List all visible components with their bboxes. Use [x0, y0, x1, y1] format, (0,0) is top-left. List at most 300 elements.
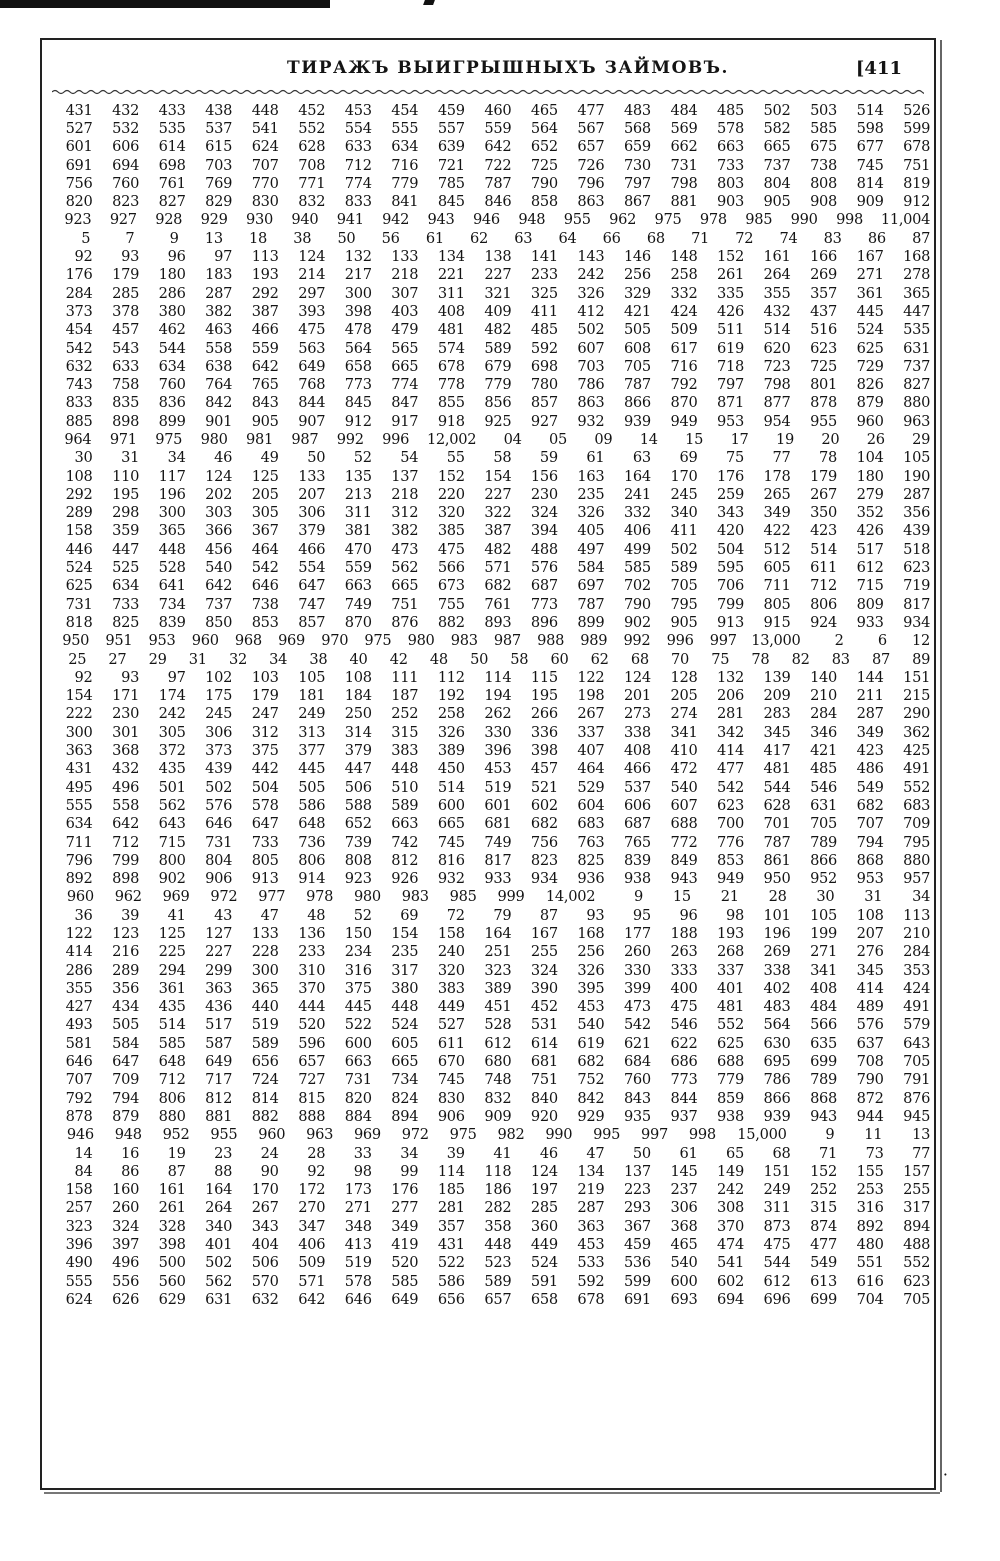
table-cell: 105	[298, 668, 326, 686]
table-cell: 325	[530, 284, 558, 302]
table-cell: 423	[856, 742, 884, 760]
table-cell: 716	[670, 357, 698, 375]
table-cell: 832	[298, 193, 326, 211]
table-cell: 310	[298, 961, 326, 979]
table-cell: 144	[856, 668, 884, 686]
table-cell: 134	[577, 1162, 605, 1180]
table-cell: 324	[112, 1217, 140, 1235]
table-cell: 125	[158, 925, 186, 942]
table-cell: 401	[717, 979, 744, 997]
table-cell: 681	[484, 815, 512, 833]
table-cell: 586	[298, 796, 326, 814]
table-cell: 465	[530, 101, 558, 119]
table-cell: 773	[344, 376, 372, 394]
table-cell: 359	[112, 522, 140, 540]
table-cell: 601	[484, 796, 512, 814]
table-row	[48, 558, 932, 576]
table-cell: 481	[763, 760, 791, 778]
table-cell: 612	[484, 1034, 512, 1052]
table-cell: 445	[344, 998, 372, 1016]
table-cell: 769	[205, 174, 233, 192]
table-cell: 294	[158, 961, 186, 979]
table-cell: 61	[586, 449, 605, 467]
table-cell: 786	[577, 376, 605, 394]
table-cell: 285	[530, 1199, 558, 1217]
table-cell: 6	[877, 632, 887, 650]
table-cell: 576	[205, 796, 233, 814]
table-cell: 424	[903, 979, 931, 997]
table-cell: 333	[670, 961, 698, 979]
table-cell: 65	[725, 1144, 744, 1162]
table-cell: 24	[260, 1144, 279, 1162]
table-cell: 643	[903, 1034, 931, 1052]
table-cell: 544	[763, 1254, 791, 1272]
table-cell: 201	[623, 687, 651, 705]
table-cell: 235	[577, 485, 605, 503]
table-cell: 537	[205, 119, 233, 137]
table-cell: 379	[298, 522, 326, 540]
table-cell: 363	[65, 742, 93, 760]
table-cell: 929	[577, 1107, 605, 1125]
table-cell: 549	[810, 1254, 838, 1272]
table-cell: 98	[725, 906, 744, 924]
table-cell: 475	[437, 540, 465, 558]
table-cell: 906	[437, 1107, 465, 1125]
table-cell: 97	[214, 248, 233, 266]
table-cell: 789	[810, 1071, 838, 1089]
table-row	[48, 211, 932, 229]
table-cell: 193	[251, 266, 279, 284]
table-cell: 425	[903, 742, 931, 760]
table-cell: 41	[167, 906, 186, 924]
table-cell: 699	[810, 1053, 838, 1071]
table-cell: 517	[856, 540, 884, 558]
table-cell: 519	[484, 778, 512, 796]
table-cell: 300	[251, 961, 279, 979]
table-cell: 544	[158, 339, 186, 357]
table-cell: 502	[763, 101, 791, 119]
table-cell: 853	[251, 613, 279, 631]
table-cell: 485	[810, 760, 838, 778]
table-cell: 114	[437, 1162, 465, 1180]
table-cell: 377	[298, 742, 326, 760]
table-cell: 711	[763, 577, 791, 595]
table-row	[48, 1199, 932, 1217]
table-cell: 414	[65, 943, 93, 961]
table-row	[48, 1254, 932, 1272]
table-cell: 765	[623, 833, 651, 851]
table-cell: 47	[260, 906, 279, 924]
table-row	[48, 595, 932, 613]
table-cell: 755	[437, 595, 465, 613]
table-cell: 554	[298, 559, 326, 577]
table-cell: 706	[717, 577, 744, 595]
table-cell: 449	[530, 1236, 558, 1254]
table-cell: 858	[530, 193, 558, 211]
table-cell: 365	[903, 284, 931, 302]
table-cell: 632	[251, 1290, 279, 1308]
table-cell: 50	[337, 229, 356, 247]
table-cell: 526	[903, 101, 931, 119]
table-cell: 787	[763, 833, 791, 851]
table-row	[48, 613, 932, 631]
table-cell: 955	[210, 1126, 238, 1144]
table-cell: 899	[158, 412, 186, 430]
table-cell: 198	[577, 687, 605, 705]
table-cell: 665	[763, 138, 791, 156]
table-cell: 978	[699, 211, 727, 229]
table-cell: 271	[810, 943, 838, 961]
table-cell: 665	[391, 577, 419, 595]
table-cell: 237	[670, 1181, 698, 1199]
table-cell: 113	[251, 248, 279, 266]
table-row	[48, 430, 932, 448]
table-cell: 11	[864, 1126, 883, 1144]
table-row	[48, 1089, 932, 1107]
table-cell: 146	[623, 248, 651, 266]
table-cell: 216	[112, 943, 140, 961]
table-cell: 128	[670, 668, 698, 686]
table-cell: 258	[670, 266, 698, 284]
table-cell: 479	[391, 321, 419, 339]
table-cell: 552	[903, 778, 931, 796]
table-cell: 589	[484, 1272, 512, 1290]
table-cell: 176	[391, 1181, 419, 1199]
table-cell: 484	[810, 998, 838, 1016]
table-cell: 800	[158, 851, 186, 869]
table-row	[48, 943, 932, 961]
table-cell: 617	[670, 339, 698, 357]
table-cell: 576	[530, 559, 558, 577]
table-cell: 868	[810, 1089, 838, 1107]
table-cell: 622	[670, 1034, 698, 1052]
table-cell: 452	[298, 101, 326, 119]
table-cell: 543	[112, 339, 140, 357]
table-cell: 620	[763, 339, 791, 357]
table-cell: 555	[65, 1272, 93, 1290]
table-cell: 252	[391, 705, 419, 723]
table-cell: 481	[717, 998, 744, 1016]
table-cell: 738	[251, 595, 279, 613]
table-cell: 86	[867, 229, 886, 247]
table-cell: 245	[670, 485, 698, 503]
table-cell: 411	[530, 302, 558, 320]
table-cell: 432	[763, 302, 791, 320]
table-cell: 267	[810, 485, 838, 503]
table-cell: 996	[666, 632, 694, 650]
table-cell: 9	[169, 229, 179, 247]
table-cell: 349	[763, 504, 791, 522]
table-cell: 297	[298, 284, 326, 302]
table-cell: 780	[530, 376, 558, 394]
table-cell: 124	[623, 668, 651, 686]
table-cell: 97	[167, 668, 186, 686]
table-cell: 381	[344, 522, 372, 540]
table-cell: 742	[391, 833, 419, 851]
table-cell: 32	[228, 650, 247, 668]
table-cell: 11,004	[880, 211, 931, 229]
table-cell: 301	[112, 723, 140, 741]
table-cell: 902	[158, 870, 186, 888]
table-cell: 459	[437, 101, 465, 119]
table-cell: 447	[903, 302, 931, 320]
table-cell: 861	[763, 851, 791, 869]
table-cell: 585	[391, 1272, 419, 1290]
table-cell: 631	[205, 1290, 233, 1308]
table-cell: 286	[65, 961, 93, 979]
table-cell: 300	[65, 723, 93, 741]
table-cell: 731	[344, 1071, 372, 1089]
table-cell: 417	[763, 742, 791, 760]
table-cell: 14,002	[545, 888, 596, 906]
table-cell: 665	[437, 815, 465, 833]
table-cell: 712	[112, 833, 140, 851]
table-cell: 264	[763, 266, 791, 284]
table-cell: 843	[251, 394, 279, 412]
table-cell: 880	[903, 851, 931, 869]
table-cell: 227	[205, 943, 233, 961]
table-cell: 316	[344, 961, 372, 979]
table-cell: 835	[112, 394, 140, 412]
table-cell: 823	[112, 193, 140, 211]
table-cell: 879	[856, 394, 884, 412]
table-cell: 962	[609, 211, 637, 229]
table-cell: 108	[65, 467, 93, 485]
table-cell: 733	[251, 833, 279, 851]
table-cell: 646	[205, 815, 233, 833]
table-cell: 541	[717, 1254, 744, 1272]
table-cell: 181	[298, 687, 326, 705]
table-cell: 403	[391, 302, 419, 320]
table-cell: 39	[446, 1144, 465, 1162]
table-cell: 314	[344, 723, 372, 741]
table-cell: 945	[903, 1107, 931, 1125]
table-cell: 21	[720, 888, 739, 906]
table-row	[48, 979, 932, 997]
table-cell: 368	[670, 1217, 698, 1235]
table-cell: 613	[810, 1272, 838, 1290]
table-row	[48, 321, 932, 339]
table-cell: 158	[65, 1181, 93, 1199]
table-cell: 299	[205, 961, 233, 979]
table-cell: 89	[912, 650, 931, 668]
table-cell: 61	[425, 229, 444, 247]
table-cell: 950	[62, 632, 90, 650]
table-cell: 717	[205, 1071, 233, 1089]
table-cell: 540	[670, 778, 698, 796]
table-cell: 264	[205, 1199, 233, 1217]
table-row	[48, 705, 932, 723]
table-cell: 326	[437, 723, 465, 741]
table-cell: 992	[336, 430, 364, 448]
table-cell: 555	[391, 119, 419, 137]
table-cell: 39	[121, 906, 140, 924]
table-cell: 983	[450, 632, 478, 650]
table-cell: 172	[298, 1181, 326, 1199]
table-cell: 647	[251, 815, 279, 833]
table-cell: 340	[205, 1217, 233, 1235]
table-cell: 606	[623, 796, 651, 814]
table-row	[48, 302, 932, 320]
table-cell: 92	[74, 248, 93, 266]
table-cell: 578	[717, 119, 744, 137]
table-cell: 704	[856, 1290, 884, 1308]
table-cell: 489	[856, 998, 884, 1016]
table-cell: 949	[717, 870, 744, 888]
table-cell: 370	[298, 979, 326, 997]
table-cell: 300	[158, 504, 186, 522]
table-cell: 164	[484, 925, 512, 942]
table-cell: 382	[205, 302, 233, 320]
table-cell: 503	[810, 101, 838, 119]
table-cell: 688	[670, 815, 698, 833]
table-cell: 804	[205, 851, 233, 869]
table-cell: 481	[437, 321, 465, 339]
table-cell: 233	[530, 266, 558, 284]
table-cell: 546	[810, 778, 838, 796]
table-cell: 132	[717, 668, 744, 686]
table-cell: 457	[112, 321, 140, 339]
table-row	[48, 815, 932, 833]
table-cell: 233	[298, 943, 326, 961]
table-cell: 261	[717, 266, 744, 284]
table-cell: 612	[763, 1272, 791, 1290]
table-cell: 731	[65, 595, 93, 613]
table-cell: 589	[670, 559, 698, 577]
table-cell: 320	[437, 504, 465, 522]
table-cell: 587	[205, 1034, 233, 1052]
table-cell: 152	[437, 467, 465, 485]
table-cell: 345	[856, 961, 884, 979]
table-cell: 135	[344, 467, 372, 485]
table-cell: 482	[484, 321, 512, 339]
table-cell: 960	[66, 888, 94, 906]
table-cell: 663	[344, 577, 372, 595]
table-cell: 174	[158, 687, 186, 705]
table-cell: 196	[158, 485, 186, 503]
table-cell: 12,002	[426, 430, 477, 448]
table-cell: 466	[298, 540, 326, 558]
table-cell: 806	[298, 851, 326, 869]
table-cell: 357	[810, 284, 838, 302]
table-cell: 607	[670, 796, 698, 814]
table-cell: 158	[437, 925, 465, 942]
table-cell: 544	[763, 778, 791, 796]
table-cell: 842	[577, 1089, 605, 1107]
table-cell: 407	[577, 742, 605, 760]
table-cell: 747	[298, 595, 326, 613]
table-cell: 496	[112, 778, 140, 796]
table-cell: 154	[391, 925, 419, 942]
table-cell: 96	[679, 906, 698, 924]
table-cell: 656	[437, 1290, 465, 1308]
table-row	[48, 1126, 932, 1144]
table-cell: 155	[856, 1162, 884, 1180]
table-cell: 686	[670, 1053, 698, 1071]
table-cell: 258	[437, 705, 465, 723]
table-cell: 252	[810, 1181, 838, 1199]
table-cell: 849	[670, 851, 698, 869]
table-cell: 326	[577, 504, 605, 522]
table-cell: 951	[105, 632, 133, 650]
table-cell: 54	[400, 449, 419, 467]
table-cell: 188	[670, 925, 698, 942]
table-cell: 719	[903, 577, 931, 595]
table-cell: 737	[205, 595, 233, 613]
table-row	[48, 174, 932, 192]
table-cell: 423	[810, 522, 838, 540]
table-cell: 404	[251, 1236, 279, 1254]
table-cell: 691	[623, 1290, 651, 1308]
table-row	[48, 1290, 932, 1308]
table-cell: 164	[623, 467, 651, 485]
table-cell: 663	[717, 138, 744, 156]
table-cell: 628	[763, 796, 791, 814]
table-cell: 564	[344, 339, 372, 357]
table-cell: 360	[530, 1217, 558, 1235]
table-cell: 779	[391, 174, 419, 192]
table-cell: 34	[269, 650, 288, 668]
table-cell: 74	[779, 229, 798, 247]
table-cell: 31	[188, 650, 207, 668]
table-cell: 453	[577, 998, 605, 1016]
table-cell: 776	[717, 833, 744, 851]
table-cell: 939	[763, 1107, 791, 1125]
table-cell: 263	[670, 943, 698, 961]
table-cell: 320	[437, 961, 465, 979]
table-cell: 490	[65, 1254, 93, 1272]
table-cell: 127	[205, 925, 233, 942]
table-cell: 731	[205, 833, 233, 851]
table-cell: 398	[344, 302, 372, 320]
table-row	[48, 961, 932, 979]
table-cell: 163	[577, 467, 605, 485]
table-cell: 570	[251, 1272, 279, 1290]
table-cell: 38	[293, 229, 312, 247]
table-cell: 401	[205, 1236, 233, 1254]
table-cell: 816	[437, 851, 465, 869]
table-cell: 431	[65, 101, 93, 119]
table-cell: 698	[158, 156, 186, 174]
table-cell: 584	[577, 559, 605, 577]
table-cell: 445	[298, 760, 326, 778]
top-scan-bar	[0, 0, 330, 8]
table-row	[48, 1272, 932, 1290]
table-cell: 646	[65, 1053, 93, 1071]
table-cell: 56	[381, 229, 400, 247]
table-cell: 323	[65, 1217, 93, 1235]
table-cell: 546	[670, 1016, 698, 1034]
table-cell: 514	[856, 101, 884, 119]
table-cell: 370	[717, 1217, 744, 1235]
table-cell: 977	[258, 888, 286, 906]
table-cell: 798	[670, 174, 698, 192]
table-cell: 227	[484, 485, 512, 503]
table-cell: 633	[112, 357, 140, 375]
table-cell: 395	[577, 979, 605, 997]
table-cell: 955	[810, 412, 838, 430]
table-cell: 15	[685, 430, 704, 448]
table-cell: 701	[763, 815, 791, 833]
table-cell: 108	[344, 668, 372, 686]
table-cell: 558	[112, 796, 140, 814]
table-cell: 184	[344, 687, 372, 705]
table-cell: 111	[391, 668, 419, 686]
table-cell: 898	[112, 870, 140, 888]
table-cell: 268	[717, 943, 744, 961]
table-cell: 177	[623, 925, 651, 942]
table-cell: 857	[530, 394, 558, 412]
